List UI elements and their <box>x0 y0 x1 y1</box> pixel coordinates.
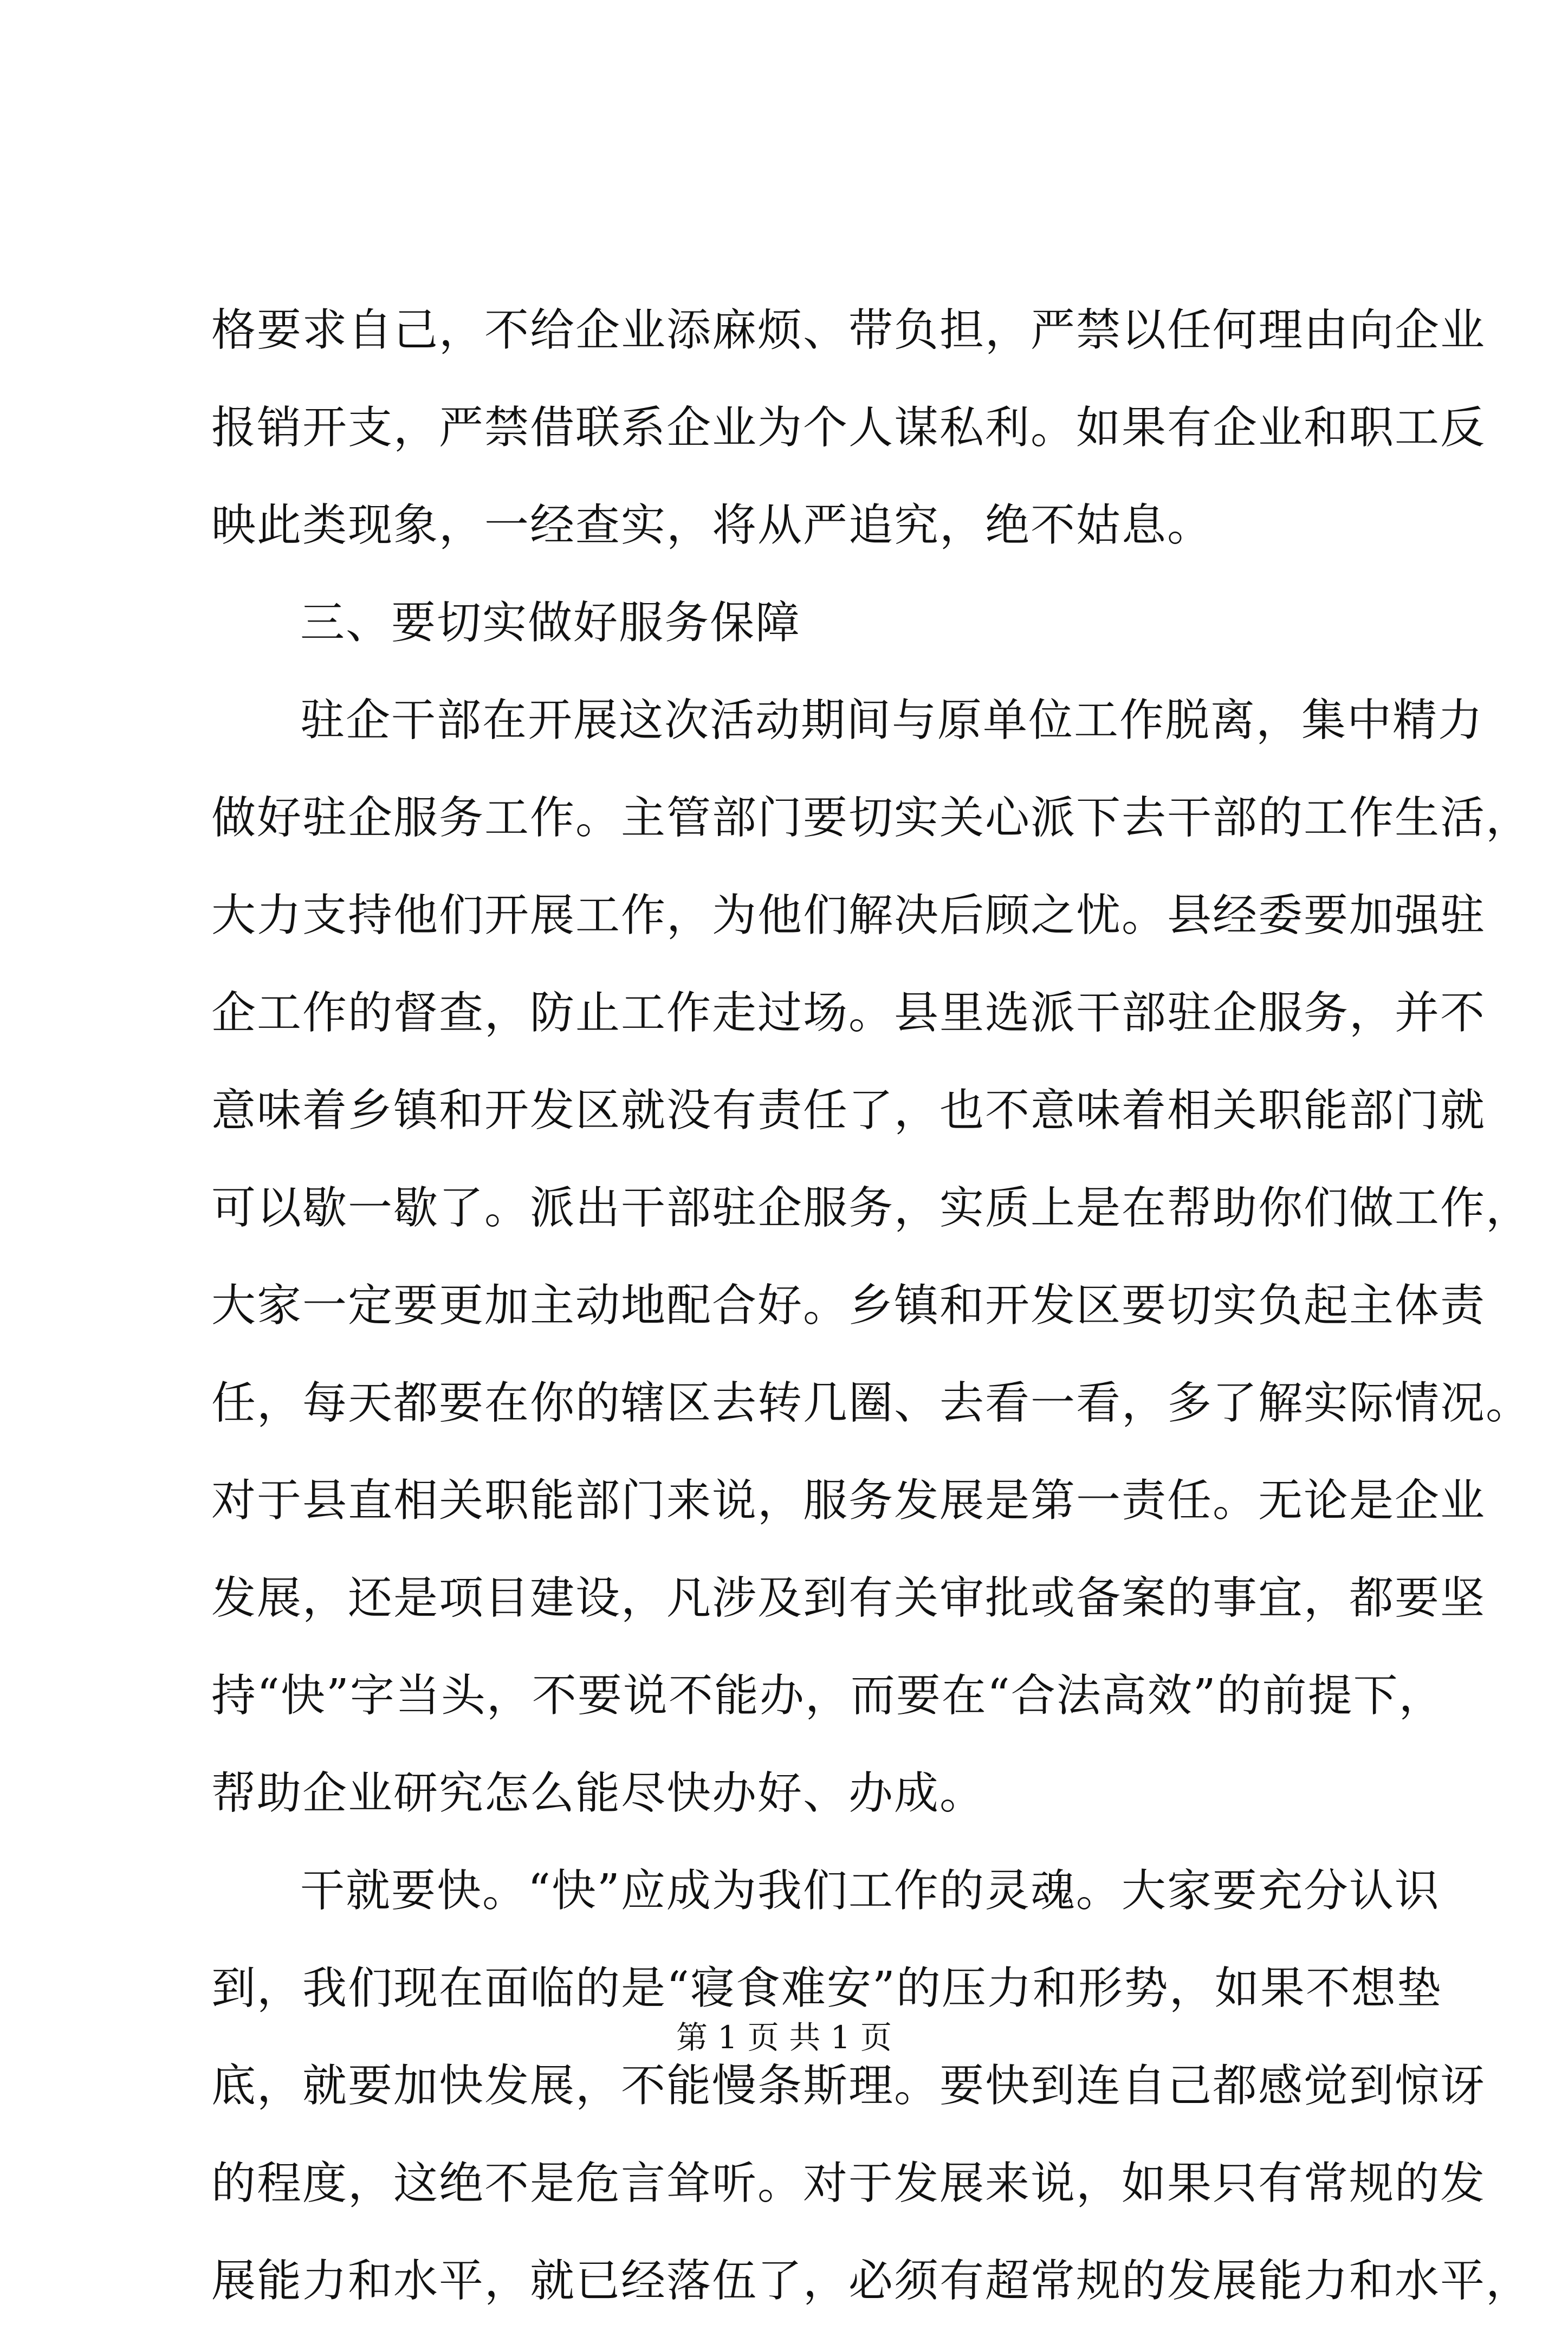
text-line: 报销开支，严禁借联系企业为个人谋私利。如果有企业和职工反 <box>211 402 1486 454</box>
text-line: 企工作的督查，防止工作走过场。县里选派干部驻企服务，并不 <box>211 987 1486 1039</box>
text-line: 的程度，这绝不是危言耸听。对于发展来说，如果只有常规的发 <box>211 2158 1486 2209</box>
text-line: 可以歇一歇了。派出干部驻企服务，实质上是在帮助你们做工作， <box>211 1182 1532 1234</box>
text-line: 持“快”字当头，不要说不能办，而要在“合法高效”的前提下， <box>211 1670 1444 1721</box>
text-line: 干就要快。“快”应成为我们工作的灵魂。大家要充分认识 <box>300 1865 1440 1917</box>
page-number-footer: 第 1 页 共 1 页 <box>676 2019 892 2056</box>
text-line: 大家一定要更加主动地配合好。乡镇和开发区要切实负起主体责 <box>211 1280 1486 1331</box>
text-line: 做好驻企服务工作。主管部门要切实关心派下去干部的工作生活， <box>211 792 1532 844</box>
text-line: 对于县直相关职能部门来说，服务发展是第一责任。无论是企业 <box>211 1475 1486 1526</box>
text-line: 帮助企业研究怎么能尽快办好、办成。 <box>211 1768 986 1819</box>
text-line: 到，我们现在面临的是“寝食难安”的压力和形势，如果不想垫 <box>211 1963 1442 2014</box>
section-heading: 三、要切实做好服务保障 <box>300 597 801 649</box>
text-line: 映此类现象，一经查实，将从严追究，绝不姑息。 <box>211 500 1213 551</box>
text-line: 驻企干部在开展这次活动期间与原单位工作脱离，集中精力 <box>300 695 1484 746</box>
text-line: 底，就要加快发展，不能慢条斯理。要快到连自己都感觉到惊讶 <box>211 2060 1486 2112</box>
text-line: 任，每天都要在你的辖区去转几圈、去看一看，多了解实际情况。 <box>211 1377 1532 1429</box>
text-line: 格要求自己，不给企业添麻烦、带负担，严禁以任何理由向企业 <box>211 305 1486 356</box>
text-line: 展能力和水平，就已经落伍了，必须有超常规的发展能力和水平， <box>211 2255 1532 2307</box>
text-line: 发展，还是项目建设，凡涉及到有关审批或备案的事宜，都要坚 <box>211 1572 1486 1624</box>
text-line: 大力支持他们开展工作，为他们解决后顾之忧。县经委要加强驻 <box>211 890 1486 941</box>
text-line: 意味着乡镇和开发区就没有责任了，也不意味着相关职能部门就 <box>211 1085 1486 1136</box>
